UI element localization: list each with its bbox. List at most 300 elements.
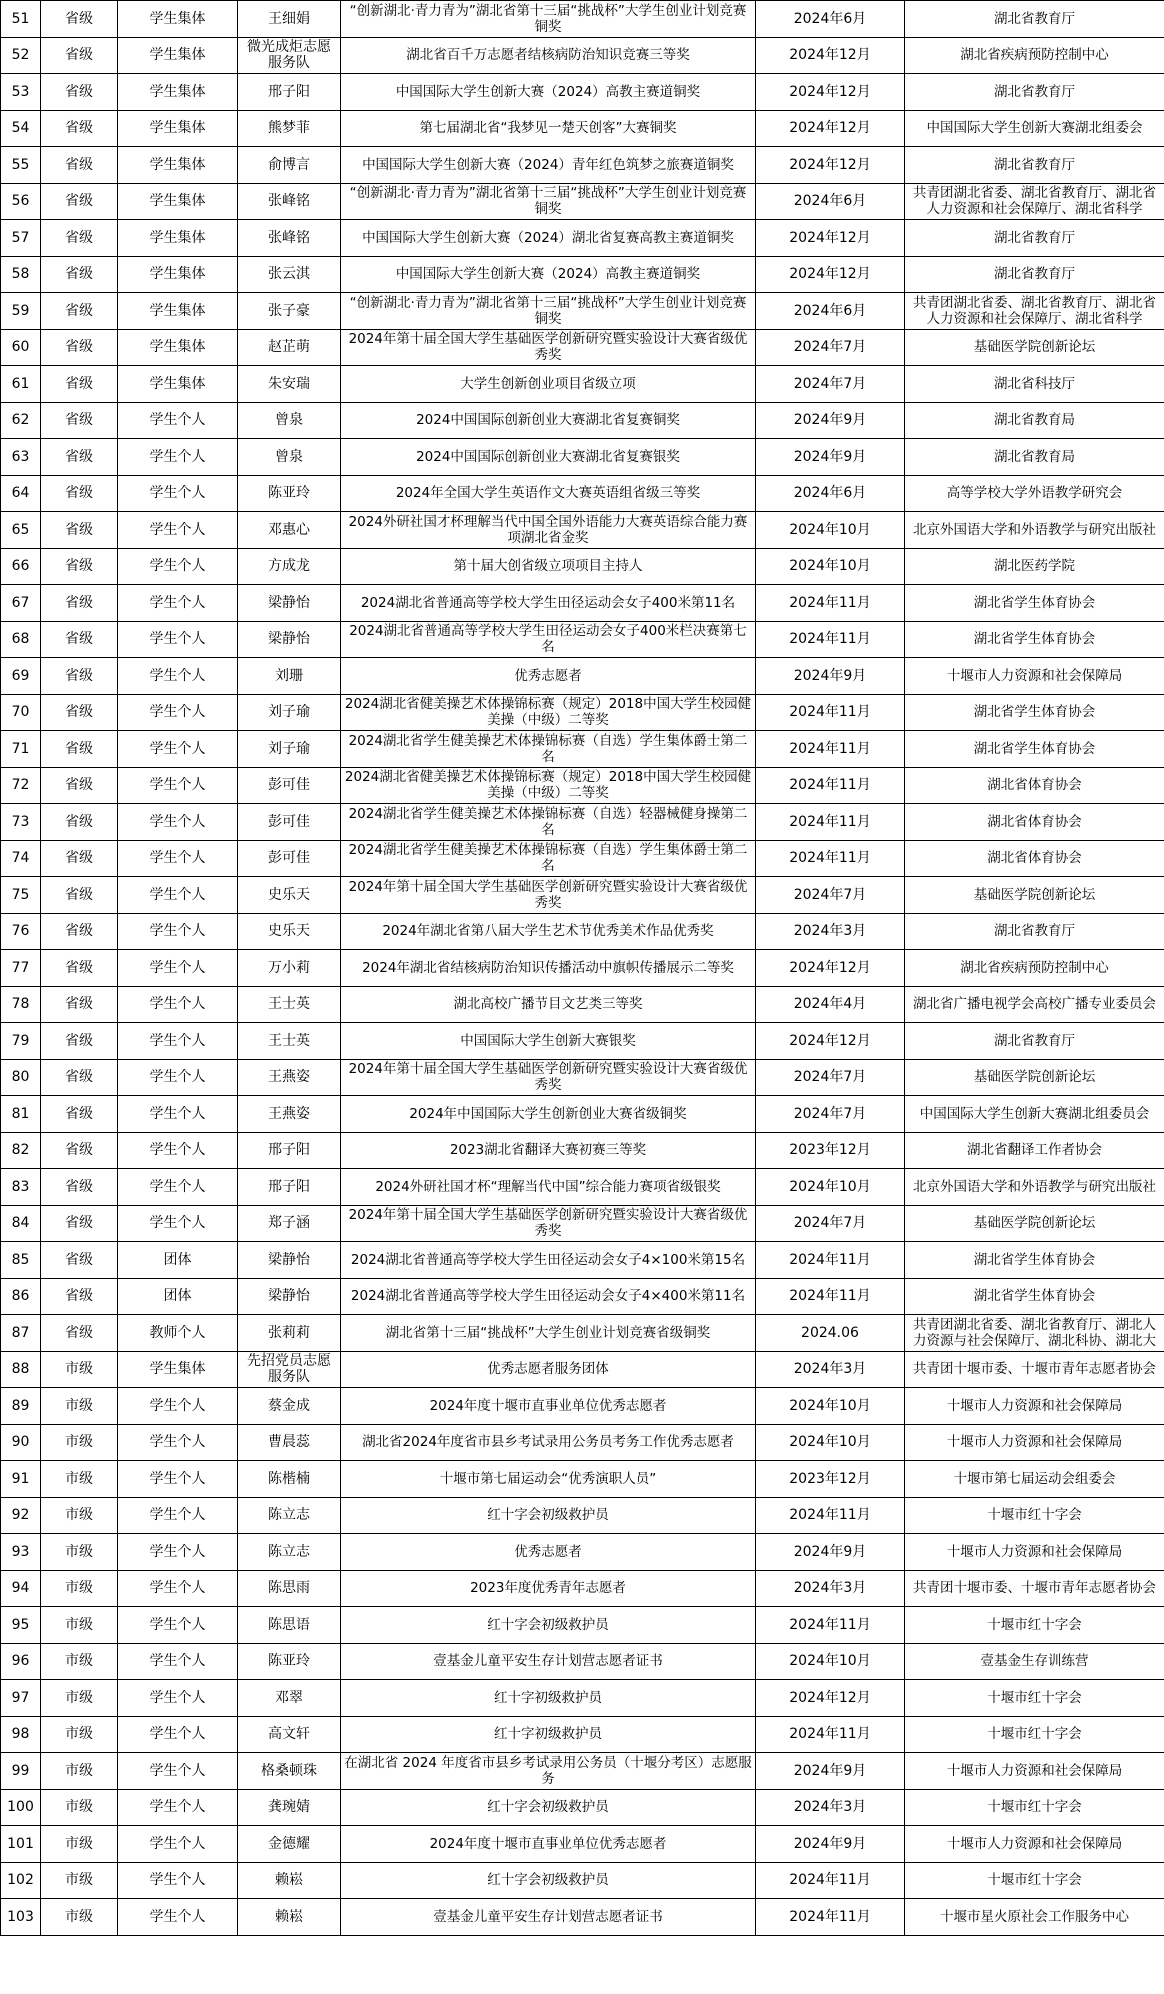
issuing-organization: 共青团湖北省委、湖北省教育厅、湖北省人力资源和社会保障厅、湖北省科学 bbox=[905, 183, 1164, 220]
recipient-name: 彭可佳 bbox=[238, 840, 341, 877]
recipient-name: 张子豪 bbox=[238, 293, 341, 330]
row-number: 73 bbox=[1, 804, 41, 841]
recipient-name: 高文轩 bbox=[238, 1716, 341, 1753]
award-category: 学生个人 bbox=[118, 512, 238, 549]
award-date: 2024年3月 bbox=[756, 1570, 905, 1607]
award-date: 2024年4月 bbox=[756, 986, 905, 1023]
recipient-name: 万小莉 bbox=[238, 950, 341, 987]
award-title: 湖北省第十三届“挑战杯”大学生创业计划竞赛省级铜奖 bbox=[341, 1315, 756, 1352]
row-number: 71 bbox=[1, 731, 41, 768]
award-category: 学生个人 bbox=[118, 731, 238, 768]
table-row bbox=[1, 986, 1164, 1023]
recipient-name: 梁静怡 bbox=[238, 585, 341, 622]
table-row bbox=[1, 147, 1164, 184]
recipient-name: 陈亚玲 bbox=[238, 1643, 341, 1680]
award-date: 2024年11月 bbox=[756, 1607, 905, 1644]
row-number: 94 bbox=[1, 1570, 41, 1607]
award-title: 2024湖北省普通高等学校大学生田径运动会女子400米栏决赛第七名 bbox=[341, 621, 756, 658]
award-date: 2024年6月 bbox=[756, 475, 905, 512]
award-category: 学生个人 bbox=[118, 439, 238, 476]
row-number: 72 bbox=[1, 767, 41, 804]
issuing-organization: 湖北医药学院 bbox=[905, 548, 1164, 585]
award-level: 省级 bbox=[41, 804, 118, 841]
award-category: 学生个人 bbox=[118, 1205, 238, 1242]
issuing-organization: 湖北省广播电视学会高校广播专业委员会 bbox=[905, 986, 1164, 1023]
award-level: 市级 bbox=[41, 1789, 118, 1826]
award-date: 2024年9月 bbox=[756, 658, 905, 695]
recipient-name: 彭可佳 bbox=[238, 804, 341, 841]
table-row bbox=[1, 1315, 1164, 1352]
row-number: 59 bbox=[1, 293, 41, 330]
award-level: 省级 bbox=[41, 147, 118, 184]
table-row bbox=[1, 1242, 1164, 1279]
award-date: 2024年11月 bbox=[756, 1899, 905, 1936]
table-row bbox=[1, 658, 1164, 695]
table-row bbox=[1, 1169, 1164, 1206]
row-number: 90 bbox=[1, 1424, 41, 1461]
awards-table-body bbox=[1, 1, 1164, 1936]
issuing-organization: 北京外国语大学和外语教学与研究出版社 bbox=[905, 1169, 1164, 1206]
recipient-name: 曾泉 bbox=[238, 439, 341, 476]
award-title: 中国国际大学生创新大赛（2024）高教主赛道铜奖 bbox=[341, 256, 756, 293]
award-level: 省级 bbox=[41, 986, 118, 1023]
table-row bbox=[1, 402, 1164, 439]
award-date: 2024年10月 bbox=[756, 512, 905, 549]
award-date: 2024年9月 bbox=[756, 1534, 905, 1571]
issuing-organization: 十堰市人力资源和社会保障局 bbox=[905, 658, 1164, 695]
award-category: 学生集体 bbox=[118, 37, 238, 74]
award-title: 2024外研社国才杯理解当代中国全国外语能力大赛英语综合能力赛项湖北省金奖 bbox=[341, 512, 756, 549]
recipient-name: 陈立志 bbox=[238, 1534, 341, 1571]
row-number: 96 bbox=[1, 1643, 41, 1680]
award-level: 省级 bbox=[41, 329, 118, 366]
issuing-organization: 湖北省学生体育协会 bbox=[905, 585, 1164, 622]
recipient-name: 邢子阳 bbox=[238, 74, 341, 111]
row-number: 93 bbox=[1, 1534, 41, 1571]
issuing-organization: 湖北省教育厅 bbox=[905, 1, 1164, 38]
table-row bbox=[1, 293, 1164, 330]
award-level: 市级 bbox=[41, 1570, 118, 1607]
award-title: 2024湖北省学生健美操艺术体操锦标赛（自选）学生集体爵士第二名 bbox=[341, 731, 756, 768]
award-title: 优秀志愿者服务团体 bbox=[341, 1351, 756, 1388]
award-title: “创新湖北·青力青为”湖北省第十三届“挑战杯”大学生创业计划竞赛铜奖 bbox=[341, 183, 756, 220]
award-level: 市级 bbox=[41, 1862, 118, 1899]
recipient-name: 微光成炬志愿服务队 bbox=[238, 37, 341, 74]
issuing-organization: 基础医学院创新论坛 bbox=[905, 329, 1164, 366]
award-title: 在湖北省 2024 年度省市县乡考试录用公务员（十堰分考区）志愿服务 bbox=[341, 1753, 756, 1790]
recipient-name: 梁静怡 bbox=[238, 621, 341, 658]
recipient-name: 刘珊 bbox=[238, 658, 341, 695]
row-number: 69 bbox=[1, 658, 41, 695]
award-title: 优秀志愿者 bbox=[341, 1534, 756, 1571]
table-row bbox=[1, 1461, 1164, 1498]
row-number: 78 bbox=[1, 986, 41, 1023]
award-date: 2024年12月 bbox=[756, 1680, 905, 1717]
award-date: 2024年11月 bbox=[756, 767, 905, 804]
issuing-organization: 湖北省教育厅 bbox=[905, 147, 1164, 184]
award-title: 中国国际大学生创新大赛银奖 bbox=[341, 1023, 756, 1060]
recipient-name: 王燕姿 bbox=[238, 1059, 341, 1096]
award-level: 省级 bbox=[41, 1315, 118, 1352]
recipient-name: 金德耀 bbox=[238, 1826, 341, 1863]
issuing-organization: 湖北省教育厅 bbox=[905, 256, 1164, 293]
issuing-organization: 湖北省学生体育协会 bbox=[905, 621, 1164, 658]
award-title: 2024中国国际创新创业大赛湖北省复赛铜奖 bbox=[341, 402, 756, 439]
table-row bbox=[1, 694, 1164, 731]
award-category: 学生个人 bbox=[118, 1461, 238, 1498]
table-row bbox=[1, 621, 1164, 658]
award-category: 学生个人 bbox=[118, 804, 238, 841]
issuing-organization: 十堰市人力资源和社会保障局 bbox=[905, 1753, 1164, 1790]
award-category: 学生个人 bbox=[118, 694, 238, 731]
award-date: 2024年12月 bbox=[756, 1023, 905, 1060]
table-row bbox=[1, 1351, 1164, 1388]
table-row bbox=[1, 1753, 1164, 1790]
recipient-name: 曾泉 bbox=[238, 402, 341, 439]
table-row bbox=[1, 1, 1164, 38]
table-row bbox=[1, 1096, 1164, 1133]
award-level: 市级 bbox=[41, 1424, 118, 1461]
award-level: 省级 bbox=[41, 694, 118, 731]
award-category: 学生个人 bbox=[118, 1862, 238, 1899]
row-number: 98 bbox=[1, 1716, 41, 1753]
table-row bbox=[1, 840, 1164, 877]
row-number: 63 bbox=[1, 439, 41, 476]
table-row bbox=[1, 256, 1164, 293]
table-row bbox=[1, 475, 1164, 512]
recipient-name: 邓惠心 bbox=[238, 512, 341, 549]
award-category: 学生个人 bbox=[118, 1534, 238, 1571]
award-title: 2023湖北省翻译大赛初赛三等奖 bbox=[341, 1132, 756, 1169]
award-category: 学生个人 bbox=[118, 1716, 238, 1753]
award-title: 壹基金儿童平安生存计划营志愿者证书 bbox=[341, 1643, 756, 1680]
award-date: 2024年12月 bbox=[756, 147, 905, 184]
award-title: 第七届湖北省“我梦见一楚天创客”大赛铜奖 bbox=[341, 110, 756, 147]
issuing-organization: 十堰市红十字会 bbox=[905, 1789, 1164, 1826]
row-number: 58 bbox=[1, 256, 41, 293]
recipient-name: 先招党员志愿服务队 bbox=[238, 1351, 341, 1388]
award-title: 湖北省百千万志愿者结核病防治知识竞赛三等奖 bbox=[341, 37, 756, 74]
award-level: 省级 bbox=[41, 37, 118, 74]
recipient-name: 王燕姿 bbox=[238, 1096, 341, 1133]
award-level: 市级 bbox=[41, 1643, 118, 1680]
award-date: 2024.06 bbox=[756, 1315, 905, 1352]
award-level: 省级 bbox=[41, 256, 118, 293]
award-category: 学生个人 bbox=[118, 877, 238, 914]
award-title: 2024湖北省普通高等学校大学生田径运动会女子4×400米第11名 bbox=[341, 1278, 756, 1315]
award-date: 2024年9月 bbox=[756, 1826, 905, 1863]
award-date: 2024年11月 bbox=[756, 1242, 905, 1279]
row-number: 101 bbox=[1, 1826, 41, 1863]
award-level: 省级 bbox=[41, 1205, 118, 1242]
row-number: 99 bbox=[1, 1753, 41, 1790]
row-number: 85 bbox=[1, 1242, 41, 1279]
recipient-name: 邢子阳 bbox=[238, 1132, 341, 1169]
row-number: 61 bbox=[1, 366, 41, 403]
table-row bbox=[1, 366, 1164, 403]
issuing-organization: 十堰市人力资源和社会保障局 bbox=[905, 1826, 1164, 1863]
recipient-name: 曹晨蕊 bbox=[238, 1424, 341, 1461]
award-title: 2024湖北省学生健美操艺术体操锦标赛（自选）学生集体爵士第二名 bbox=[341, 840, 756, 877]
table-row bbox=[1, 950, 1164, 987]
award-level: 市级 bbox=[41, 1899, 118, 1936]
award-level: 市级 bbox=[41, 1461, 118, 1498]
row-number: 83 bbox=[1, 1169, 41, 1206]
award-level: 省级 bbox=[41, 877, 118, 914]
award-category: 学生个人 bbox=[118, 1607, 238, 1644]
row-number: 66 bbox=[1, 548, 41, 585]
table-row bbox=[1, 1205, 1164, 1242]
award-date: 2024年11月 bbox=[756, 1716, 905, 1753]
award-level: 省级 bbox=[41, 1096, 118, 1133]
award-date: 2024年11月 bbox=[756, 731, 905, 768]
award-date: 2024年6月 bbox=[756, 183, 905, 220]
table-row bbox=[1, 767, 1164, 804]
issuing-organization: 共青团湖北省委、湖北省教育厅、湖北人力资源与社会保障厅、湖北科协、湖北大 bbox=[905, 1315, 1164, 1352]
award-level: 省级 bbox=[41, 183, 118, 220]
table-row bbox=[1, 37, 1164, 74]
award-date: 2024年10月 bbox=[756, 548, 905, 585]
table-row bbox=[1, 1826, 1164, 1863]
row-number: 75 bbox=[1, 877, 41, 914]
award-title: 2024湖北省普通高等学校大学生田径运动会女子4×100米第15名 bbox=[341, 1242, 756, 1279]
award-level: 省级 bbox=[41, 74, 118, 111]
issuing-organization: 湖北省翻译工作者协会 bbox=[905, 1132, 1164, 1169]
table-row bbox=[1, 1132, 1164, 1169]
award-date: 2024年9月 bbox=[756, 402, 905, 439]
row-number: 54 bbox=[1, 110, 41, 147]
award-date: 2024年12月 bbox=[756, 256, 905, 293]
award-title: 红十字会初级救护员 bbox=[341, 1497, 756, 1534]
issuing-organization: 湖北省体育协会 bbox=[905, 767, 1164, 804]
recipient-name: 郑子涵 bbox=[238, 1205, 341, 1242]
award-level: 省级 bbox=[41, 366, 118, 403]
award-title: 2024中国国际创新创业大赛湖北省复赛银奖 bbox=[341, 439, 756, 476]
award-title: 红十字会初级救护员 bbox=[341, 1789, 756, 1826]
table-row bbox=[1, 439, 1164, 476]
row-number: 86 bbox=[1, 1278, 41, 1315]
issuing-organization: 湖北省教育厅 bbox=[905, 74, 1164, 111]
recipient-name: 陈楷楠 bbox=[238, 1461, 341, 1498]
award-title: 壹基金儿童平安生存计划营志愿者证书 bbox=[341, 1899, 756, 1936]
row-number: 74 bbox=[1, 840, 41, 877]
award-category: 学生个人 bbox=[118, 1096, 238, 1133]
award-date: 2024年3月 bbox=[756, 1789, 905, 1826]
award-date: 2024年3月 bbox=[756, 1351, 905, 1388]
issuing-organization: 湖北省教育局 bbox=[905, 402, 1164, 439]
table-row bbox=[1, 329, 1164, 366]
issuing-organization: 高等学校大学外语教学研究会 bbox=[905, 475, 1164, 512]
recipient-name: 刘子瑜 bbox=[238, 731, 341, 768]
award-title: 大学生创新创业项目省级立项 bbox=[341, 366, 756, 403]
issuing-organization: 共青团湖北省委、湖北省教育厅、湖北省人力资源和社会保障厅、湖北省科学 bbox=[905, 293, 1164, 330]
table-row bbox=[1, 1570, 1164, 1607]
recipient-name: 梁静怡 bbox=[238, 1242, 341, 1279]
row-number: 80 bbox=[1, 1059, 41, 1096]
recipient-name: 赵芷萌 bbox=[238, 329, 341, 366]
table-row bbox=[1, 1862, 1164, 1899]
award-date: 2024年7月 bbox=[756, 1059, 905, 1096]
award-date: 2024年9月 bbox=[756, 439, 905, 476]
issuing-organization: 基础医学院创新论坛 bbox=[905, 1205, 1164, 1242]
award-title: 2024年湖北省结核病防治知识传播活动中旗帜传播展示二等奖 bbox=[341, 950, 756, 987]
award-category: 学生个人 bbox=[118, 402, 238, 439]
award-category: 学生集体 bbox=[118, 110, 238, 147]
table-row bbox=[1, 1388, 1164, 1425]
award-category: 学生个人 bbox=[118, 913, 238, 950]
award-category: 学生个人 bbox=[118, 1570, 238, 1607]
recipient-name: 王士英 bbox=[238, 1023, 341, 1060]
recipient-name: 邢子阳 bbox=[238, 1169, 341, 1206]
award-category: 学生个人 bbox=[118, 548, 238, 585]
award-date: 2024年6月 bbox=[756, 293, 905, 330]
award-category: 学生个人 bbox=[118, 1680, 238, 1717]
table-row bbox=[1, 110, 1164, 147]
row-number: 64 bbox=[1, 475, 41, 512]
row-number: 100 bbox=[1, 1789, 41, 1826]
row-number: 95 bbox=[1, 1607, 41, 1644]
award-level: 省级 bbox=[41, 1023, 118, 1060]
row-number: 67 bbox=[1, 585, 41, 622]
award-title: 红十字初级救护员 bbox=[341, 1680, 756, 1717]
award-level: 市级 bbox=[41, 1716, 118, 1753]
table-row bbox=[1, 1278, 1164, 1315]
award-category: 学生个人 bbox=[118, 1826, 238, 1863]
issuing-organization: 基础医学院创新论坛 bbox=[905, 877, 1164, 914]
award-category: 学生集体 bbox=[118, 256, 238, 293]
award-level: 省级 bbox=[41, 950, 118, 987]
award-date: 2024年11月 bbox=[756, 621, 905, 658]
row-number: 81 bbox=[1, 1096, 41, 1133]
award-title: “创新湖北·青力青为”湖北省第十三届“挑战杯”大学生创业计划竞赛铜奖 bbox=[341, 1, 756, 38]
award-category: 教师个人 bbox=[118, 1315, 238, 1352]
issuing-organization: 湖北省疾病预防控制中心 bbox=[905, 950, 1164, 987]
award-category: 学生集体 bbox=[118, 366, 238, 403]
issuing-organization: 湖北省体育协会 bbox=[905, 840, 1164, 877]
award-category: 学生个人 bbox=[118, 986, 238, 1023]
award-category: 学生个人 bbox=[118, 1388, 238, 1425]
table-row bbox=[1, 1424, 1164, 1461]
award-category: 学生集体 bbox=[118, 1, 238, 38]
award-level: 省级 bbox=[41, 913, 118, 950]
award-title: 2024湖北省健美操艺术体操锦标赛（规定）2018中国大学生校园健美操（中级）二等奖 bbox=[341, 767, 756, 804]
award-category: 学生个人 bbox=[118, 1059, 238, 1096]
issuing-organization: 中国国际大学生创新大赛湖北组委会 bbox=[905, 110, 1164, 147]
recipient-name: 邓翠 bbox=[238, 1680, 341, 1717]
issuing-organization: 十堰市人力资源和社会保障局 bbox=[905, 1388, 1164, 1425]
award-title: 2023年度优秀青年志愿者 bbox=[341, 1570, 756, 1607]
award-category: 团体 bbox=[118, 1278, 238, 1315]
award-date: 2024年10月 bbox=[756, 1388, 905, 1425]
award-category: 学生集体 bbox=[118, 293, 238, 330]
row-number: 89 bbox=[1, 1388, 41, 1425]
award-title: 2024年第十届全国大学生基础医学创新研究暨实验设计大赛省级优秀奖 bbox=[341, 877, 756, 914]
row-number: 57 bbox=[1, 220, 41, 257]
award-category: 团体 bbox=[118, 1242, 238, 1279]
recipient-name: 张云淇 bbox=[238, 256, 341, 293]
award-title: 2024年湖北省第八届大学生艺术节优秀美术作品优秀奖 bbox=[341, 913, 756, 950]
award-level: 市级 bbox=[41, 1497, 118, 1534]
award-level: 省级 bbox=[41, 658, 118, 695]
table-row bbox=[1, 731, 1164, 768]
row-number: 103 bbox=[1, 1899, 41, 1936]
issuing-organization: 十堰市人力资源和社会保障局 bbox=[905, 1534, 1164, 1571]
recipient-name: 蔡金成 bbox=[238, 1388, 341, 1425]
issuing-organization: 湖北省学生体育协会 bbox=[905, 1278, 1164, 1315]
award-level: 省级 bbox=[41, 767, 118, 804]
row-number: 82 bbox=[1, 1132, 41, 1169]
row-number: 56 bbox=[1, 183, 41, 220]
recipient-name: 刘子瑜 bbox=[238, 694, 341, 731]
issuing-organization: 中国国际大学生创新大赛湖北组委员会 bbox=[905, 1096, 1164, 1133]
issuing-organization: 湖北省教育局 bbox=[905, 439, 1164, 476]
row-number: 91 bbox=[1, 1461, 41, 1498]
issuing-organization: 湖北省体育协会 bbox=[905, 804, 1164, 841]
row-number: 102 bbox=[1, 1862, 41, 1899]
award-title: 2024年第十届全国大学生基础医学创新研究暨实验设计大赛省级优秀奖 bbox=[341, 1059, 756, 1096]
recipient-name: 史乐天 bbox=[238, 877, 341, 914]
row-number: 87 bbox=[1, 1315, 41, 1352]
award-title: 2024年第十届全国大学生基础医学创新研究暨实验设计大赛省级优秀奖 bbox=[341, 1205, 756, 1242]
award-category: 学生集体 bbox=[118, 220, 238, 257]
award-title: 2024年第十届全国大学生基础医学创新研究暨实验设计大赛省级优秀奖 bbox=[341, 329, 756, 366]
issuing-organization: 基础医学院创新论坛 bbox=[905, 1059, 1164, 1096]
award-date: 2024年11月 bbox=[756, 1278, 905, 1315]
award-date: 2024年10月 bbox=[756, 1424, 905, 1461]
award-date: 2024年11月 bbox=[756, 1497, 905, 1534]
award-date: 2023年12月 bbox=[756, 1132, 905, 1169]
award-category: 学生个人 bbox=[118, 658, 238, 695]
recipient-name: 张峰铭 bbox=[238, 220, 341, 257]
award-date: 2024年7月 bbox=[756, 877, 905, 914]
award-title: 红十字会初级救护员 bbox=[341, 1862, 756, 1899]
table-row bbox=[1, 1899, 1164, 1936]
issuing-organization: 共青团十堰市委、十堰市青年志愿者协会 bbox=[905, 1351, 1164, 1388]
recipient-name: 史乐天 bbox=[238, 913, 341, 950]
award-category: 学生个人 bbox=[118, 1023, 238, 1060]
table-row bbox=[1, 1716, 1164, 1753]
issuing-organization: 湖北省学生体育协会 bbox=[905, 1242, 1164, 1279]
recipient-name: 张峰铭 bbox=[238, 183, 341, 220]
issuing-organization: 壹基金生存训练营 bbox=[905, 1643, 1164, 1680]
award-category: 学生个人 bbox=[118, 1753, 238, 1790]
table-row bbox=[1, 220, 1164, 257]
award-title: “创新湖北·青力青为”湖北省第十三届“挑战杯”大学生创业计划竞赛铜奖 bbox=[341, 293, 756, 330]
award-date: 2024年12月 bbox=[756, 110, 905, 147]
award-level: 省级 bbox=[41, 548, 118, 585]
table-row bbox=[1, 512, 1164, 549]
recipient-name: 俞博言 bbox=[238, 147, 341, 184]
award-level: 省级 bbox=[41, 1278, 118, 1315]
table-row bbox=[1, 74, 1164, 111]
table-row bbox=[1, 1680, 1164, 1717]
issuing-organization: 十堰市红十字会 bbox=[905, 1862, 1164, 1899]
award-title: 湖北省2024年度省市县乡考试录用公务员考务工作优秀志愿者 bbox=[341, 1424, 756, 1461]
award-date: 2024年7月 bbox=[756, 1096, 905, 1133]
recipient-name: 朱安瑞 bbox=[238, 366, 341, 403]
award-level: 省级 bbox=[41, 402, 118, 439]
row-number: 65 bbox=[1, 512, 41, 549]
issuing-organization: 十堰市人力资源和社会保障局 bbox=[905, 1424, 1164, 1461]
issuing-organization: 湖北省教育厅 bbox=[905, 220, 1164, 257]
recipient-name: 陈思雨 bbox=[238, 1570, 341, 1607]
award-date: 2024年12月 bbox=[756, 950, 905, 987]
issuing-organization: 十堰市红十字会 bbox=[905, 1497, 1164, 1534]
row-number: 60 bbox=[1, 329, 41, 366]
award-date: 2024年11月 bbox=[756, 585, 905, 622]
award-title: 湖北高校广播节目文艺类三等奖 bbox=[341, 986, 756, 1023]
award-category: 学生个人 bbox=[118, 585, 238, 622]
